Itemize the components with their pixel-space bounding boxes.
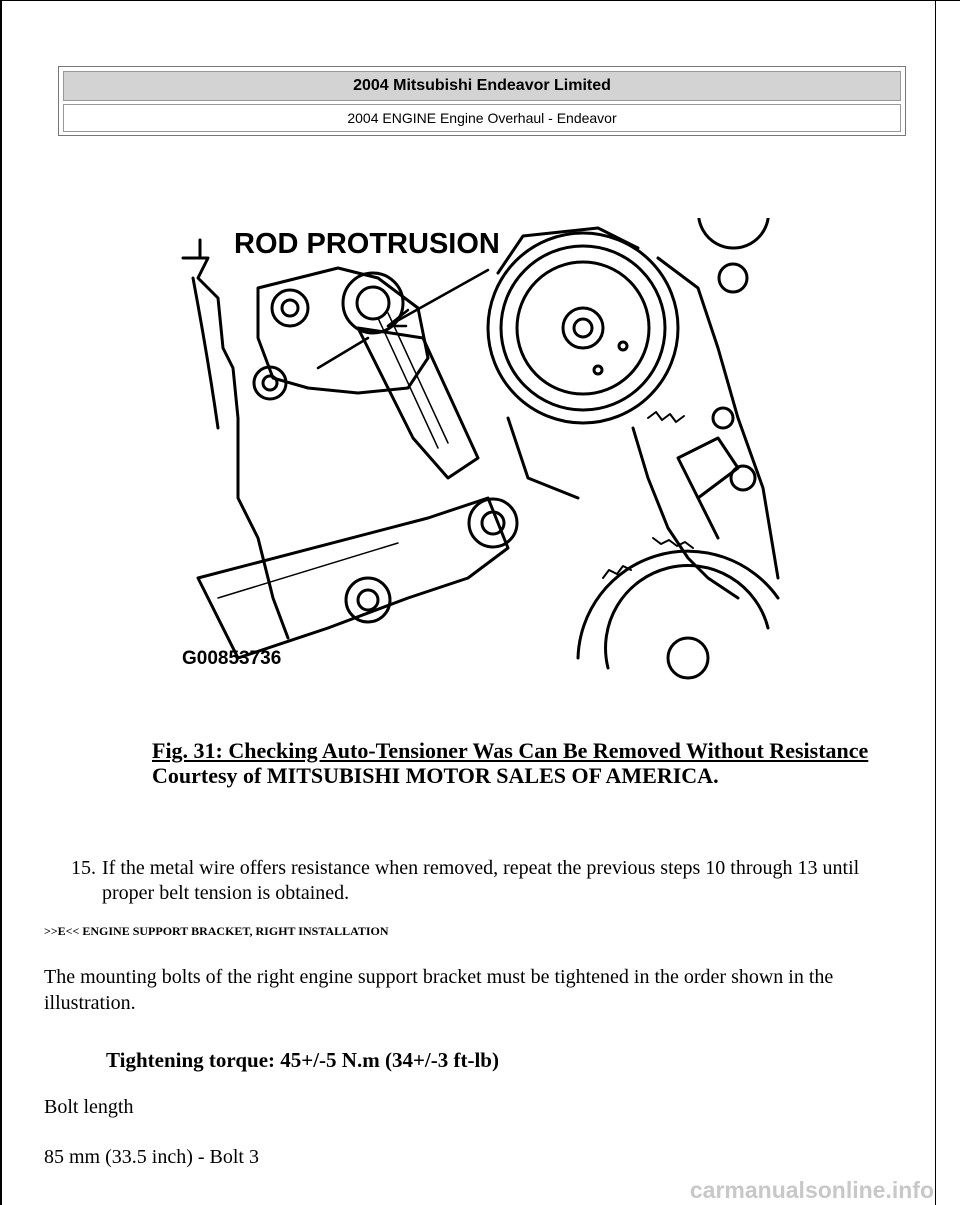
figure-31-illustration <box>178 218 786 683</box>
header-title: 2004 Mitsubishi Endeavor Limited <box>63 71 901 101</box>
figure-caption-title[interactable]: Fig. 31: Checking Auto-Tensioner Was Can Be Removed Without Resistance <box>152 738 869 763</box>
bolt-length-item: 85 mm (33.5 inch) - Bolt 3 <box>44 1146 259 1168</box>
figure-caption-courtesy: Courtesy of MITSUBISHI MOTOR SALES OF AMERICA. <box>152 763 719 788</box>
body-paragraph: The mounting bolts of the right engine support bracket must be tightened in the order shown in the illustration. <box>44 966 834 1014</box>
page-border-left <box>0 0 2 1205</box>
watermark: carmanualsonline.info <box>689 1177 934 1203</box>
page-border-right <box>935 0 936 1205</box>
auto-tensioner-drawing <box>178 218 786 683</box>
section-heading: >>E<< ENGINE SUPPORT BRACKET, RIGHT INSTALLATION <box>44 924 389 938</box>
header-subtitle: 2004 ENGINE Engine Overhaul - Endeavor <box>63 104 901 132</box>
page-border-top <box>0 0 960 1</box>
bolt-length-heading: Bolt length <box>44 1096 134 1118</box>
rod-protrusion-label: ROD PROTRUSION <box>234 228 500 260</box>
document-header <box>58 66 906 136</box>
step-text: If the metal wire offers resistance when removed, repeat the previous steps 10 through 13 until proper belt tension is obtained. <box>102 857 860 904</box>
tightening-torque-spec: Tightening torque: 45+/-5 N.m (34+/-3 ft-lb) <box>106 1048 499 1072</box>
step-number: 15. <box>71 857 96 879</box>
figure-code: G00853736 <box>182 648 282 669</box>
figure-caption <box>152 738 872 788</box>
